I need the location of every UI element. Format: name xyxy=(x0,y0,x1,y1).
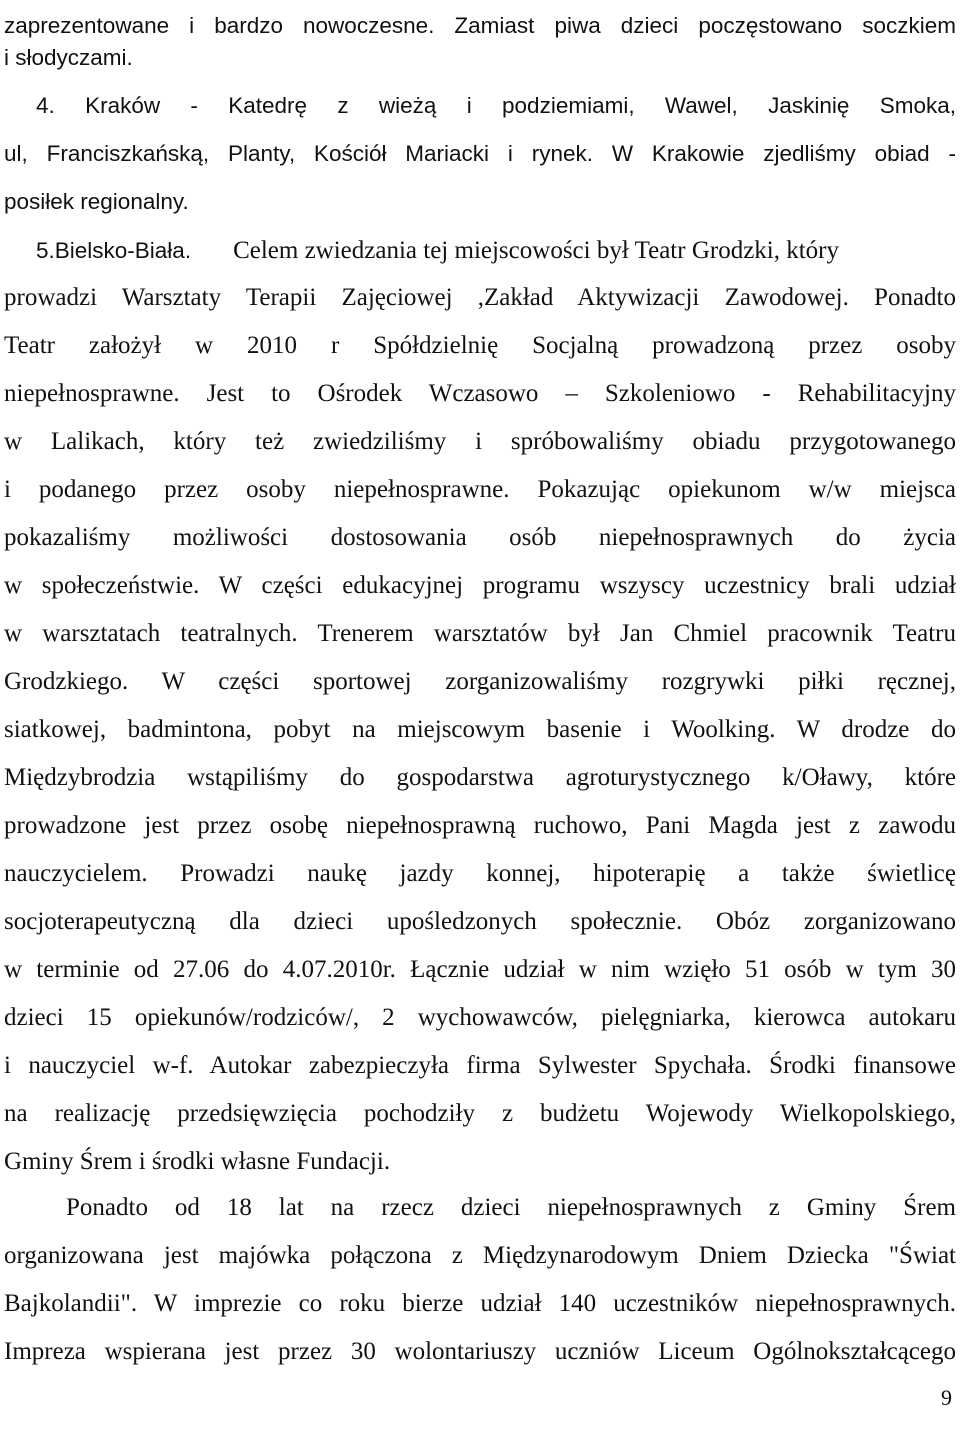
text-line: Impreza wspierana jest przez 30 wolontariuszy uczniów Liceum Ogólnokształcącego xyxy=(4,1338,956,1365)
text-line: i nauczyciel w-f. Autokar zabezpieczyła firma Sylwester Spychała. Środki finansowe xyxy=(4,1052,956,1079)
text-line: siatkowej, badmintona, pobyt na miejscowym basenie i Woolking. W drodze do xyxy=(4,716,956,743)
list-item-krakow: 4. Kraków - Katedrę z wieżą i podziemiami, Wawel, Jaskinię Smoka, xyxy=(36,93,956,118)
text-line: posiłek regionalny. xyxy=(4,189,189,214)
text-line: organizowana jest majówka połączona z Międzynarodowym Dniem Dziecka "Świat xyxy=(4,1242,956,1269)
text-line: w Lalikach, który też zwiedziliśmy i spróbowaliśmy obiadu przygotowanego xyxy=(4,428,956,455)
text-line: i słodyczami. xyxy=(4,45,133,70)
text-line: dzieci 15 opiekunów/rodziców/, 2 wychowawców, pielęgniarka, kierowca autokaru xyxy=(4,1004,956,1031)
text-line: prowadzone jest przez osobę niepełnosprawną ruchowo, Pani Magda jest z zawodu xyxy=(4,812,956,839)
text-line: Teatr założył w 2010 r Spółdzielnię Socjalną prowadzoną przez osoby xyxy=(4,332,956,359)
text-line: na realizację przedsięwzięcia pochodziły z budżetu Wojewody Wielkopolskiego, xyxy=(4,1100,956,1127)
text-line: nauczycielem. Prowadzi naukę jazdy konnej, hipoterapię a także świetlicę xyxy=(4,860,956,887)
text-line: w terminie od 27.06 do 4.07.2010r. Łącznie udział w nim wzięło 51 osób w tym 30 xyxy=(4,956,956,983)
page-number: 9 xyxy=(941,1385,952,1410)
text-line: Międzybrodzia wstąpiliśmy do gospodarstwa agroturystycznego k/Oławy, które xyxy=(4,764,956,791)
text-line: i podanego przez osoby niepełnosprawne. Pokazując opiekunom w/w miejsca xyxy=(4,476,956,503)
text-line: prowadzi Warsztaty Terapii Zajęciowej ,Zakład Aktywizacji Zawodowej. Ponadto xyxy=(4,284,956,311)
text-line: ul, Franciszkańską, Planty, Kościół Mariacki i rynek. W Krakowie zjedliśmy obiad - xyxy=(4,141,956,166)
text-line: Grodzkiego. W części sportowej zorganizowaliśmy rozgrywki piłki ręcznej, xyxy=(4,668,956,695)
text-line: pokazaliśmy możliwości dostosowania osób niepełnosprawnych do życia xyxy=(4,524,956,551)
text-line: w warsztatach teatralnych. Trenerem warsztatów był Jan Chmiel pracownik Teatru xyxy=(4,620,956,647)
paragraph-first-line: Ponadto od 18 lat na rzecz dzieci niepełnosprawnych z Gminy Śrem xyxy=(66,1194,956,1221)
text-line: niepełnosprawne. Jest to Ośrodek Wczasowo – Szkoleniowo - Rehabilitacyjny xyxy=(4,380,956,407)
text-line: Bajkolandii". W imprezie co roku bierze udział 140 uczestników niepełnosprawnych. xyxy=(4,1290,956,1317)
list-item-bielsko-biala xyxy=(36,231,956,271)
text-line: zaprezentowane i bardzo nowoczesne. Zamiast piwa dzieci poczęstowano soczkiem xyxy=(4,13,956,38)
list-item-text: Celem zwiedzania tej miejscowości był Teatr Grodzki, który xyxy=(233,237,840,264)
text-line: w społeczeństwie. W części edukacyjnej programu wszyscy uczestnicy brali udział xyxy=(4,572,956,599)
text-line: socjoterapeutyczną dla dzieci upośledzonych społecznie. Obóz zorganizowano xyxy=(4,908,956,935)
list-item-heading: 5.Bielsko-Biała. xyxy=(36,238,192,263)
text-line: Gminy Śrem i środki własne Fundacji. xyxy=(4,1148,391,1175)
